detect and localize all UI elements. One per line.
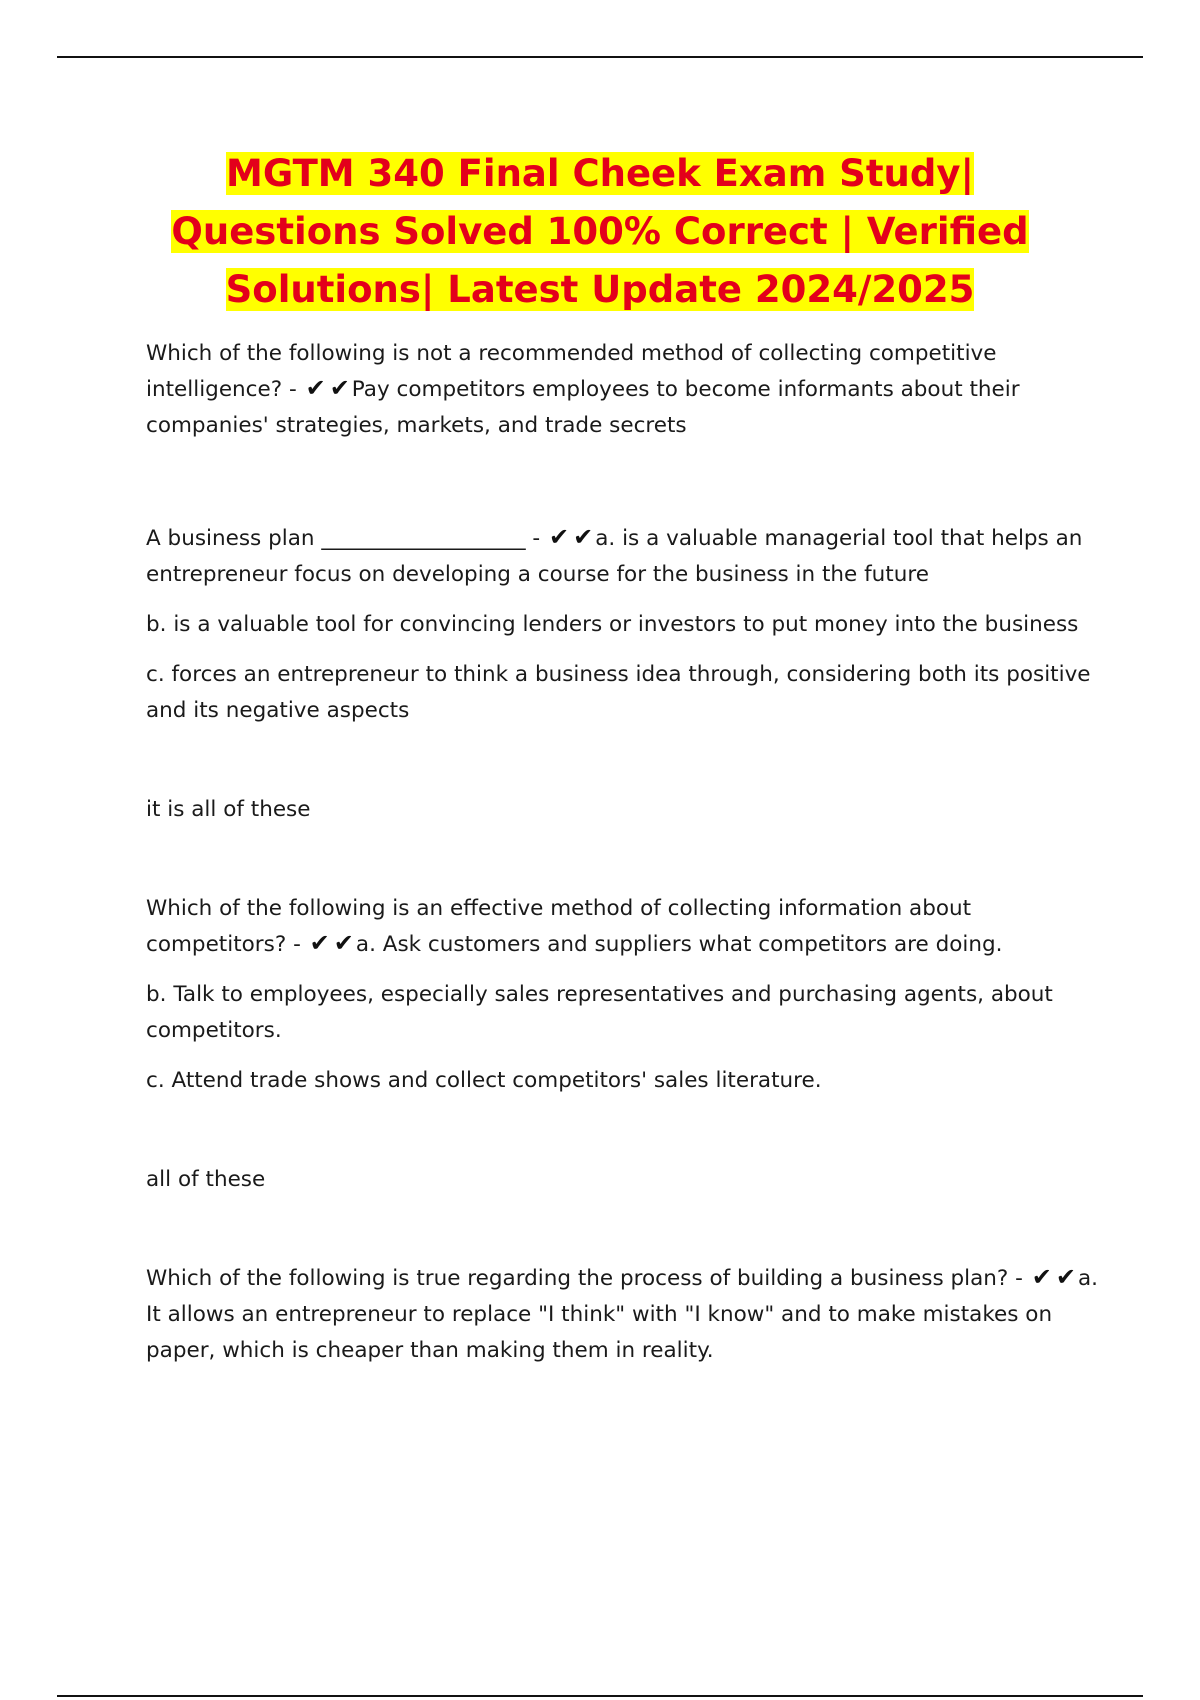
answer-2a-text: a. is a valuable managerial tool that helps an entrepreneur focus on developing a course for the business in the future: [146, 526, 1083, 587]
title-highlight: MGTM 340 Final Cheek Exam Study| Questions Solved 100% Correct | Verified Solutions| Latest Update 2024/2025: [171, 152, 1029, 311]
question-3: [146, 891, 1106, 963]
header-rule: [57, 56, 1143, 58]
checkmark-icon: ✔: [1055, 1263, 1076, 1291]
checkmark-icon: ✔: [329, 374, 350, 402]
question-4: [146, 1261, 1106, 1369]
checkmark-icon: ✔: [1031, 1263, 1052, 1291]
answer-3c: c. Attend trade shows and collect competitors' sales literature.: [146, 1068, 822, 1093]
document-title: [120, 145, 1080, 319]
answer-2-summary: it is all of these: [146, 797, 311, 822]
checkmark-icon: ✔: [309, 929, 330, 957]
answer-1-text: Pay competitors employees to become informants about their companies' strategies, markets, and trade secrets: [146, 377, 1020, 438]
checkmark-icon: ✔: [573, 523, 594, 551]
footer-rule: [57, 1695, 1143, 1697]
answer-2c: c. forces an entrepreneur to think a business idea through, considering both its positive and its negative aspects: [146, 662, 1091, 723]
question-4-text: Which of the following is true regarding the process of building a business plan? -: [146, 1266, 1030, 1291]
question-1: [146, 336, 1106, 444]
question-2: [146, 521, 1106, 593]
checkmark-icon: ✔: [333, 929, 354, 957]
checkmark-icon: ✔: [305, 374, 326, 402]
checkmark-icon: ✔: [549, 523, 570, 551]
answer-3b: b. Talk to employees, especially sales representatives and purchasing agents, about competitors.: [146, 982, 1053, 1043]
question-3-text: Which of the following is an effective method of collecting information about competitors? -: [146, 896, 972, 957]
answer-4a-text: a. It allows an entrepreneur to replace "I think" with "I know" and to make mistakes on paper, which is cheaper than making them in reality.: [146, 1266, 1099, 1363]
answer-2b: b. is a valuable tool for convincing lenders or investors to put money into the business: [146, 612, 1079, 637]
answer-3-summary: all of these: [146, 1167, 266, 1192]
question-1-text: Which of the following is not a recommended method of collecting competitive intelligence? -: [146, 341, 997, 402]
document-body: [146, 336, 1106, 1369]
question-2-text: A business plan ___________________ -: [146, 526, 548, 551]
answer-3a-text: a. Ask customers and suppliers what competitors are doing.: [355, 932, 1003, 957]
